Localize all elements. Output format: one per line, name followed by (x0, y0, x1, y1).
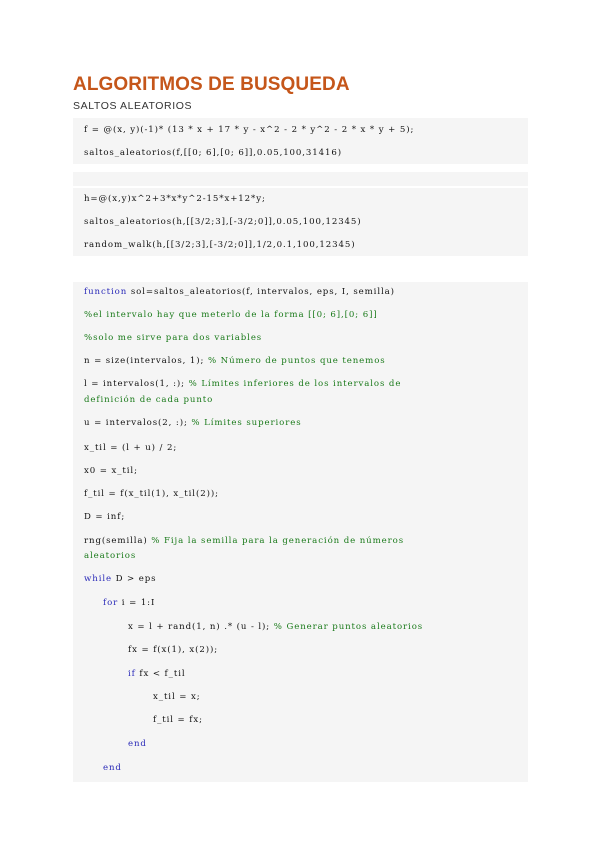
code-text: n = size(intervalos, 1); (84, 356, 208, 366)
keyword-end: end (103, 763, 122, 773)
code-block-empty (73, 172, 528, 186)
code-text: D > eps (111, 574, 157, 584)
code-line-while (84, 573, 156, 586)
code-comment: aleatorios (84, 551, 137, 561)
code-comment: % Número de puntos que tenemos (207, 356, 386, 366)
code-line: saltos_aleatorios(f,[[0; 6],[0; 6]],0.05,100,31416) (84, 148, 343, 158)
code-line-l (84, 378, 401, 391)
code-text: l = intervalos(1, :); (84, 379, 189, 389)
code-comment: % Límites superiores (191, 418, 302, 428)
section-subtitle: SALTOS ALEATORIOS (73, 100, 193, 112)
code-line: x_til = (l + u) / 2; (84, 443, 178, 453)
code-comment: definición de cada punto (84, 395, 214, 405)
keyword-while: while (84, 574, 112, 584)
code-line: h=@(x,y)x^2+3*x*y^2-15*x+12*y; (84, 194, 266, 204)
page-title: ALGORITMOS DE BUSQUEDA (73, 74, 350, 95)
code-text: fx < f_til (135, 669, 186, 679)
code-line-u (84, 417, 302, 430)
keyword-end: end (128, 739, 147, 749)
code-line-n (84, 355, 386, 368)
code-block-function (73, 282, 528, 782)
code-text: rng(semilla) (84, 536, 152, 546)
code-comment: % Generar puntos aleatorios (273, 622, 424, 632)
code-comment: %solo me sirve para dos variables (84, 333, 263, 343)
code-line-rng (84, 535, 404, 548)
code-line: saltos_aleatorios(h,[[3/2;3],[-3/2;0]],0.05,100,12345) (84, 217, 362, 227)
code-text: i = 1:I (118, 598, 156, 608)
code-line: fx = f(x(1), x(2)); (128, 645, 219, 655)
code-line: f_til = f(x_til(1), x_til(2)); (84, 489, 219, 499)
keyword-for: for (103, 598, 119, 608)
code-line: random_walk(h,[[3/2;3],[-3/2;0]],1/2,0.1,100,12345) (84, 240, 356, 250)
code-block-usage-f (73, 118, 528, 164)
code-line: x_til = x; (153, 692, 201, 702)
code-line: f_til = fx; (153, 715, 203, 725)
code-text: u = intervalos(2, :); (84, 418, 192, 428)
code-line-x (128, 621, 423, 634)
code-line: x0 = x_til; (84, 466, 138, 476)
code-block-usage-h (73, 188, 528, 256)
code-comment: % Límites inferiores de los intervalos de (188, 379, 402, 389)
keyword-function: function (84, 287, 128, 297)
code-line-if (128, 668, 186, 681)
code-line: f = @(x, y)(-1)* (13 * x + 17 * y - x^2 - 2 * y^2 - 2 * x * y + 5); (84, 125, 415, 135)
code-line: D = inf; (84, 512, 126, 522)
code-line-function (84, 286, 395, 299)
keyword-if: if (128, 669, 136, 679)
code-comment: %el intervalo hay que meterlo de la forma [[0; 6],[0; 6]] (84, 310, 378, 320)
code-line-for (103, 597, 155, 610)
function-signature: sol=saltos_aleatorios(f, intervalos, eps, I, semilla) (127, 287, 395, 297)
code-comment: % Fija la semilla para la generación de números (151, 536, 405, 546)
code-text: x = l + rand(1, n) .* (u - l); (128, 622, 274, 632)
